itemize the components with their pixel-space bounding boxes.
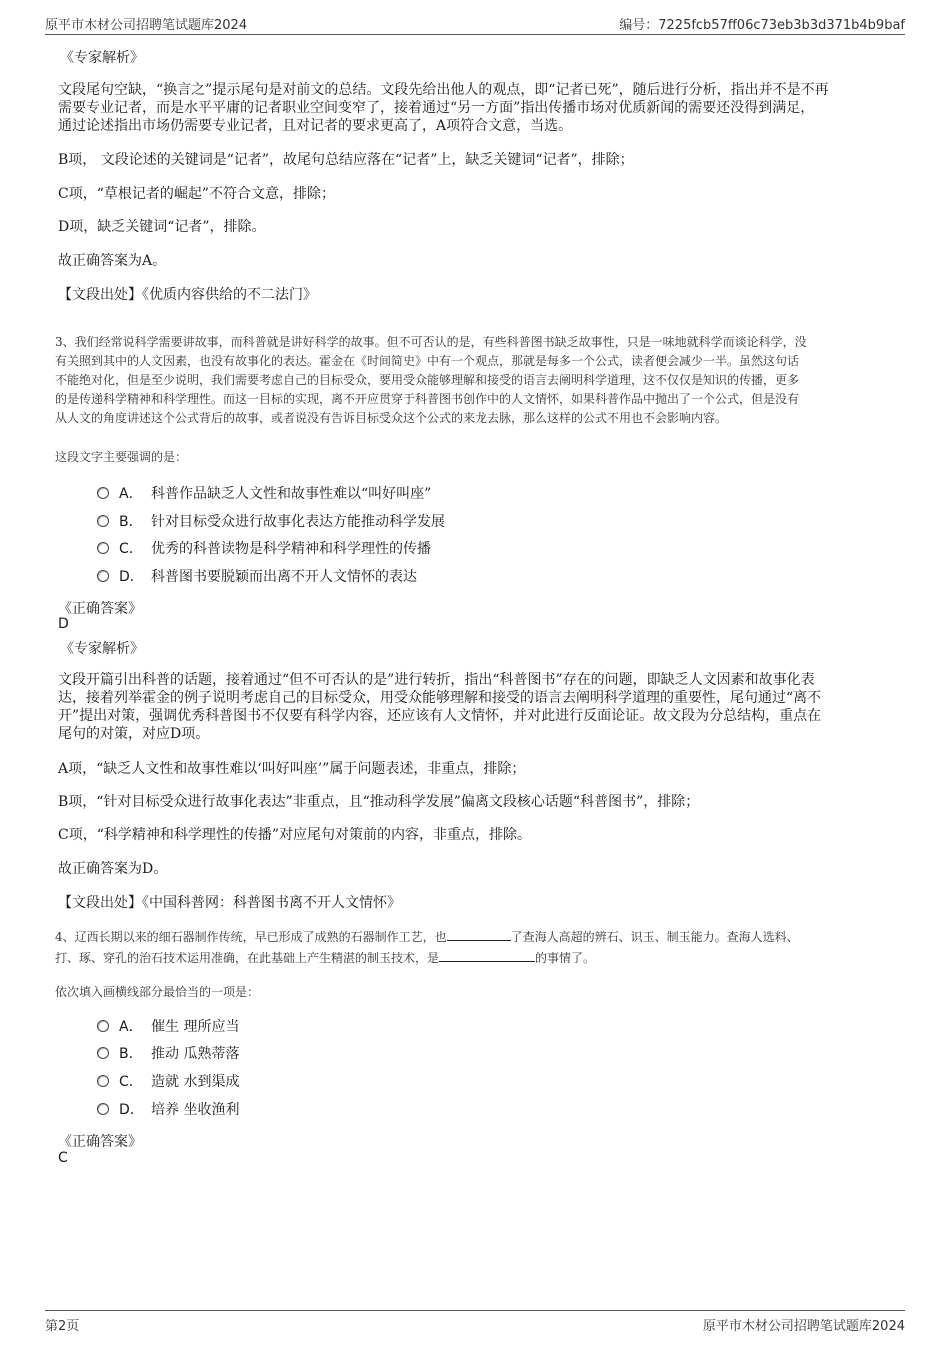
correct-answer-label: 《正确答案》: [58, 1134, 142, 1150]
page-header: [45, 12, 905, 35]
expert-analysis-label: 《专家解析》: [60, 641, 144, 657]
q3-analysis-a: A项，“缺乏人文性和故事性难以‘叫好叫座’”属于问题表述，非重点，排除；: [58, 761, 526, 777]
q3-analysis-line: 达，接着列举霍金的例子说明考虑自己的目标受众，用受众能够理解和接受的语言去阐明科学道理的重要性，尾句通过“离不: [58, 690, 822, 706]
q3-analysis-line: 开”提出对策，强调优秀科普图书不仅要有科学内容，还应该有人文情怀，并对此进行反面论证。故文段为分总结构，重点在: [58, 708, 822, 724]
q4-stem-line-1: 4、辽西长期以来的细石器制作传统，早已形成了成熟的石器制作工艺，也 了查海人高超的辨石、识玉、制玉能力。查海人选料、: [55, 930, 799, 944]
radio-icon[interactable]: [97, 1047, 109, 1059]
radio-icon[interactable]: [97, 570, 109, 582]
q3-option-c[interactable]: C． 优秀的科普读物是科学精神和科学理性的传播: [97, 538, 431, 560]
q4-stem-line-2: 打、琢、穿孔的治石技术运用准确，在此基础上产生精湛的制玉技术，是 的事情了。: [55, 951, 596, 965]
q3-stem: [55, 333, 807, 428]
radio-icon[interactable]: [97, 487, 109, 499]
q2-conclusion: 故正确答案为A。: [58, 253, 167, 269]
q2-analysis-b: B项， 文段论述的关键词是“记者”，故尾句总结应落在“记者”上，缺乏关键词“记者”，排除；: [58, 152, 634, 168]
q3-stem-line: 有关照到其中的人文因素，也没有故事化的表达。霍金在《时间简史》中有一个观点，那就是每多一个公式，读者便会减少一半。虽然这句话: [55, 354, 800, 368]
q3-analysis-paragraph: [58, 671, 821, 743]
radio-icon[interactable]: [97, 515, 109, 527]
correct-answer-label: 《正确答案》: [58, 601, 142, 617]
q4-option-c[interactable]: C． 造就 水到渠成: [97, 1071, 239, 1093]
q3-stem-line: 的是传递科学精神和科学理性。而这一目标的实现，离不开应贯穿于科普图书创作中的人文情怀，如果科普作品中抛出了一个公式，但是没有: [55, 392, 800, 406]
q3-stem-line: 从人文的角度讲述这个公式背后的故事，或者说没有告诉目标受众这个公式的来龙去脉，那么这样的公式不用也不会影响内容。: [55, 411, 728, 425]
header-title: 原平市木材公司招聘笔试题库2024: [45, 18, 248, 33]
expert-analysis-label: 《专家解析》: [60, 50, 144, 66]
q3-stem-line: 3、我们经常说科学需要讲故事，而科普就是讲好科学的故事。但不可否认的是，有些科普图书缺乏故事性，只是一味地就科学而谈论科学，没: [55, 335, 807, 349]
header-doc-id: 编号：7225fcb57ff06c73eb3b3d371b4b9baf: [619, 18, 905, 33]
q2-analysis-paragraph: [58, 81, 829, 135]
q3-source: 【文段出处】《中国科普网：科普图书离不开人文情怀》: [58, 895, 401, 911]
q3-answer: D: [58, 616, 69, 632]
footer-title: 原平市木材公司招聘笔试题库2024: [702, 1319, 905, 1334]
page-number: 第2页: [45, 1319, 80, 1334]
q2-source: 【文段出处】《优质内容供给的不二法门》: [58, 287, 317, 303]
fill-blank-1: [447, 928, 511, 941]
q2-analysis-c: C项，“草根记者的崛起”不符合文意，排除；: [58, 186, 336, 202]
q4-option-a[interactable]: A． 催生 理所应当: [97, 1016, 239, 1038]
q4-answer: C: [58, 1150, 68, 1166]
page-footer: [45, 1310, 905, 1333]
q3-option-b[interactable]: B． 针对目标受众进行故事化表达方能推动科学发展: [97, 511, 445, 533]
q4-prompt: 依次填入画横线部分最恰当的一项是：: [55, 985, 260, 999]
q3-analysis-c: C项，“科学精神和科学理性的传播”对应尾句对策前的内容，非重点，排除。: [58, 827, 532, 843]
q2-analysis-line: 需要专业记者，而是水平平庸的记者职业空间变窄了，接着通过“另一方面”指出传播市场对优质新闻的需要还没得到满足，: [58, 100, 815, 116]
q4-option-d[interactable]: D． 培养 坐收渔利: [97, 1099, 239, 1121]
q2-analysis-d: D项，缺乏关键词“记者”，排除。: [58, 219, 266, 235]
q3-analysis-line: 尾句的对策，对应D项。: [58, 726, 210, 742]
q3-analysis-b: B项，“针对目标受众进行故事化表达”非重点，且“推动科学发展”偏离文段核心话题“科普图书”，排除；: [58, 794, 700, 810]
q3-analysis-line: 文段开篇引出科普的话题，接着通过“但不可否认的是”进行转折，指出“科普图书”存在的问题，即缺乏人文因素和故事化表: [58, 672, 815, 688]
q3-stem-line: 不能绝对化，但是至少说明，我们需要考虑自己的目标受众，要用受众能够理解和接受的语言去阐明科学道理，这不仅仅是知识的传播，更多: [55, 373, 800, 387]
fill-blank-2: [439, 949, 535, 962]
q3-conclusion: 故正确答案为D。: [58, 861, 168, 877]
radio-icon[interactable]: [97, 542, 109, 554]
q4-option-b[interactable]: B． 推动 瓜熟蒂落: [97, 1043, 239, 1065]
radio-icon[interactable]: [97, 1075, 109, 1087]
q3-option-d[interactable]: D． 科普图书要脱颖而出离不开人文情怀的表达: [97, 566, 417, 588]
q2-analysis-line: 通过论述指出市场仍需要专业记者，且对记者的要求更高了，A项符合文意，当选。: [58, 118, 573, 134]
q3-prompt: 这段文字主要强调的是：: [55, 450, 188, 464]
q3-option-a[interactable]: A． 科普作品缺乏人文性和故事性难以“叫好叫座”: [97, 483, 431, 505]
radio-icon[interactable]: [97, 1103, 109, 1115]
q2-analysis-line: 文段尾句空缺，“换言之”提示尾句是对前文的总结。文段先给出他人的观点，即“记者已死”，随后进行分析，指出并不是不再: [58, 82, 829, 98]
radio-icon[interactable]: [97, 1020, 109, 1032]
